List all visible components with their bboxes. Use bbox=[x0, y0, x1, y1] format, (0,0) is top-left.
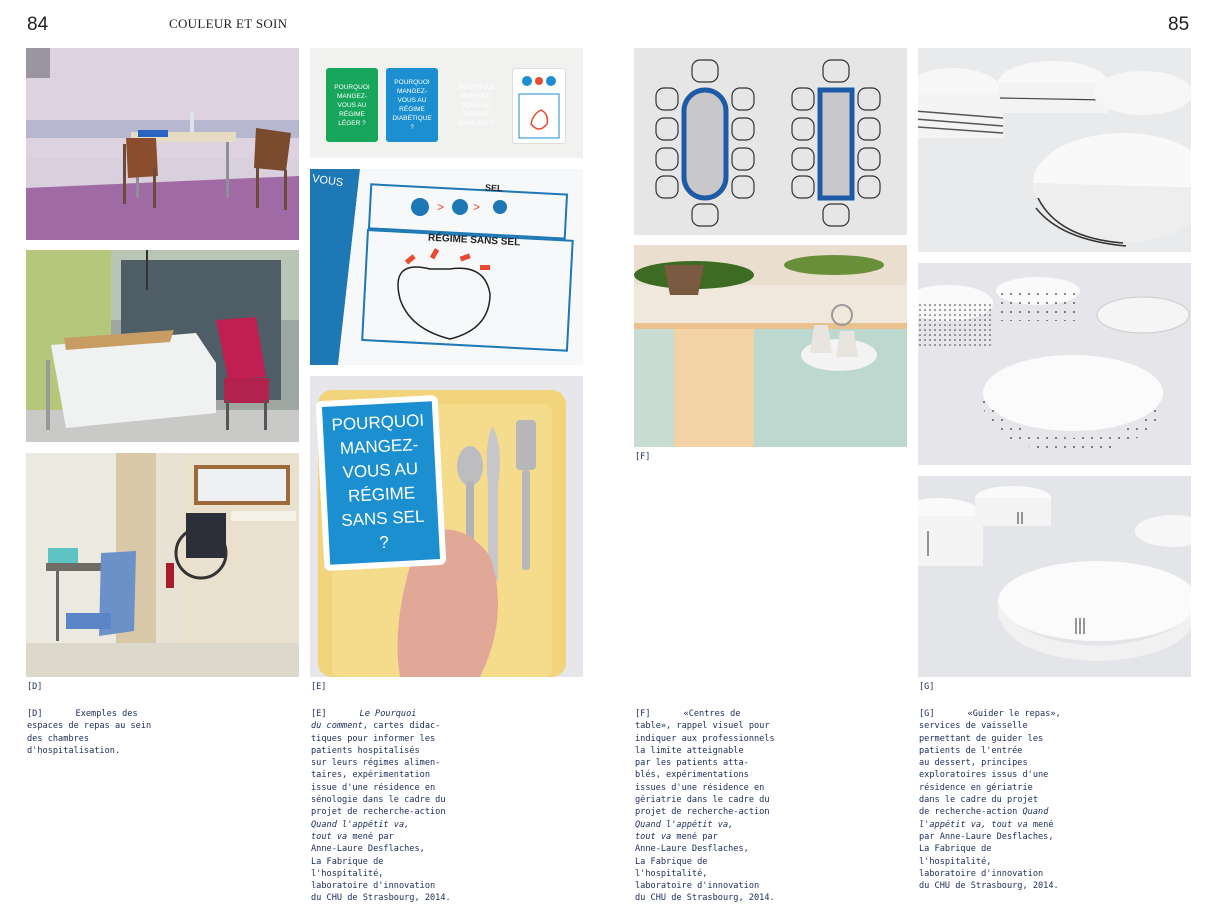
leaflet-heading: SEL bbox=[484, 182, 503, 194]
caption-g-line: patients de l'entrée bbox=[919, 745, 1023, 756]
caption-e-line: , cartes didac- bbox=[362, 721, 441, 732]
caption-g-project: Quand bbox=[1022, 807, 1049, 818]
label-g: [G] bbox=[919, 682, 935, 692]
caption-g-line: de recherche-action bbox=[919, 807, 1018, 818]
label-e: [E] bbox=[311, 682, 327, 692]
caption-f-tail: La Fabrique de l'hospitalité, bbox=[635, 856, 708, 879]
caption-e-title-2: du comment bbox=[311, 721, 363, 732]
caption-f-line: par les patients atta- bbox=[635, 758, 749, 769]
caption-g-tail: mené bbox=[1027, 819, 1054, 830]
photo-hospital-room bbox=[26, 250, 299, 442]
big-diet-card-text: POURQUOI MANGEZ-VOUS AU RÉGIME SANS SEL ? bbox=[331, 410, 425, 553]
caption-e-tag: [E] bbox=[311, 709, 327, 719]
caption-e-tail: du CHU de Strasbourg, 2014. bbox=[311, 893, 451, 904]
caption-f-line: projet de recherche-action bbox=[635, 807, 770, 818]
diet-card-back bbox=[512, 68, 566, 144]
leaflet-corner-text: VOUS bbox=[311, 172, 344, 190]
caption-g-tag: [G] bbox=[919, 709, 935, 719]
caption-e-project-2: tout va bbox=[311, 831, 348, 842]
photo-tray-card bbox=[310, 376, 583, 677]
leaflet-title: RÉGIME SANS SEL bbox=[427, 232, 521, 249]
photo-table-center bbox=[634, 245, 907, 447]
caption-e-line: issue d'une résidence en bbox=[311, 782, 436, 793]
diet-card-light bbox=[326, 68, 378, 142]
caption-f-line: table», rappel visuel pour bbox=[635, 721, 770, 732]
caption-e-line: projet de recherche-action bbox=[311, 807, 446, 818]
diet-card-diabetic bbox=[386, 68, 438, 142]
caption-e-title: Le Pourquoi bbox=[359, 709, 417, 719]
photo-patient-room bbox=[26, 453, 299, 677]
caption-f-tail: laboratoire d'innovation bbox=[635, 881, 760, 892]
caption-g-tail: laboratoire d'innovation bbox=[919, 868, 1044, 879]
caption-d bbox=[27, 708, 167, 757]
caption-g-tail: du CHU de Strasbourg, 2014. bbox=[919, 881, 1059, 892]
svg-text:>: > bbox=[473, 200, 481, 214]
caption-e-project: Quand l'appétit va, bbox=[311, 819, 410, 830]
caption-e bbox=[311, 708, 461, 905]
photo-dishes-ticks bbox=[918, 476, 1191, 677]
caption-e-line: sur leurs régimes alimen- bbox=[311, 758, 441, 769]
big-diet-card bbox=[316, 395, 447, 571]
diet-card-salt-free bbox=[450, 68, 502, 142]
caption-f-line: indiquer aux professionnels bbox=[635, 733, 775, 744]
caption-d-line: espaces de repas au sein bbox=[27, 721, 152, 732]
running-title: COULEUR ET SOIN bbox=[169, 16, 288, 31]
caption-f-project: Quand l'appétit va, bbox=[635, 819, 734, 830]
caption-e-tail: Anne-Laure Desflaches, bbox=[311, 844, 425, 855]
caption-e-line: tiques pour informer les bbox=[311, 733, 436, 744]
photo-diet-cards bbox=[310, 48, 583, 158]
caption-g-tail: La Fabrique de l'hospitalité, bbox=[919, 844, 992, 867]
caption-e-line: sénologie dans le cadre du bbox=[311, 795, 446, 806]
caption-g-tail: par Anne-Laure Desflaches, bbox=[919, 831, 1054, 842]
caption-f-tail: mené par bbox=[671, 831, 718, 842]
diet-card-diabetic-text: POURQUOI MANGEZ-VOUS AU RÉGIME DIABÉTIQUE ? bbox=[392, 79, 432, 131]
caption-e-line: taires, expérimentation bbox=[311, 770, 430, 781]
caption-f bbox=[635, 708, 785, 905]
caption-g-project-2: l'appétit va, tout va bbox=[919, 819, 1028, 830]
caption-g-line: au dessert, principes bbox=[919, 758, 1028, 769]
caption-g-line: permettant de guider les bbox=[919, 733, 1044, 744]
diet-card-salt-free-text: POURQUOI MANGEZ-VOUS AU RÉGIME SANS SEL ? bbox=[457, 83, 495, 127]
caption-d-line: d'hospitalisation. bbox=[27, 745, 121, 756]
diagram-table-centers bbox=[634, 48, 907, 235]
photo-dining-room bbox=[26, 48, 299, 240]
caption-d-tag: [D] bbox=[27, 709, 43, 719]
caption-e-tail: mené par bbox=[347, 831, 394, 842]
diet-card-light-text: POURQUOI MANGEZ-VOUS AU RÉGIME LÉGER ? bbox=[334, 83, 370, 127]
caption-e-line: patients hospitalisés bbox=[311, 745, 420, 756]
page-number-left: 84 bbox=[27, 14, 49, 35]
svg-text:>: > bbox=[437, 200, 445, 214]
caption-f-line: «Centres de bbox=[683, 709, 741, 719]
photo-salt-leaflet bbox=[310, 169, 583, 365]
caption-f-tail: Anne-Laure Desflaches, bbox=[635, 844, 749, 855]
caption-e-tail: La Fabrique de l'hospitalité, bbox=[311, 856, 384, 879]
caption-f-tail: du CHU de Strasbourg, 2014. bbox=[635, 893, 775, 904]
photo-dishes-dots bbox=[918, 263, 1191, 465]
caption-f-line: issues d'une résidence en bbox=[635, 782, 765, 793]
caption-g-line: dans le cadre du projet bbox=[919, 795, 1038, 806]
label-f: [F] bbox=[635, 452, 651, 462]
caption-d-line: des chambres bbox=[27, 733, 90, 744]
caption-f-project-2: tout va bbox=[635, 831, 672, 842]
photo-dishes-lines bbox=[918, 48, 1191, 252]
caption-g-line: «Guider le repas», bbox=[967, 709, 1061, 719]
page-number-right: 85 bbox=[1168, 14, 1190, 35]
caption-g-line: résidence en gériatrie bbox=[919, 782, 1033, 793]
caption-f-line: blés, expérimentations bbox=[635, 770, 749, 781]
caption-g bbox=[919, 708, 1069, 892]
caption-f-line: gériatrie dans le cadre du bbox=[635, 795, 770, 806]
label-d: [D] bbox=[27, 682, 43, 692]
caption-f-tag: [F] bbox=[635, 709, 651, 719]
caption-g-line: services de vaisselle bbox=[919, 721, 1028, 732]
caption-e-tail: laboratoire d'innovation bbox=[311, 881, 436, 892]
caption-f-line: la limite atteignable bbox=[635, 745, 744, 756]
caption-g-line: exploratoires issus d'une bbox=[919, 770, 1049, 781]
caption-d-line: Exemples des bbox=[75, 709, 138, 719]
